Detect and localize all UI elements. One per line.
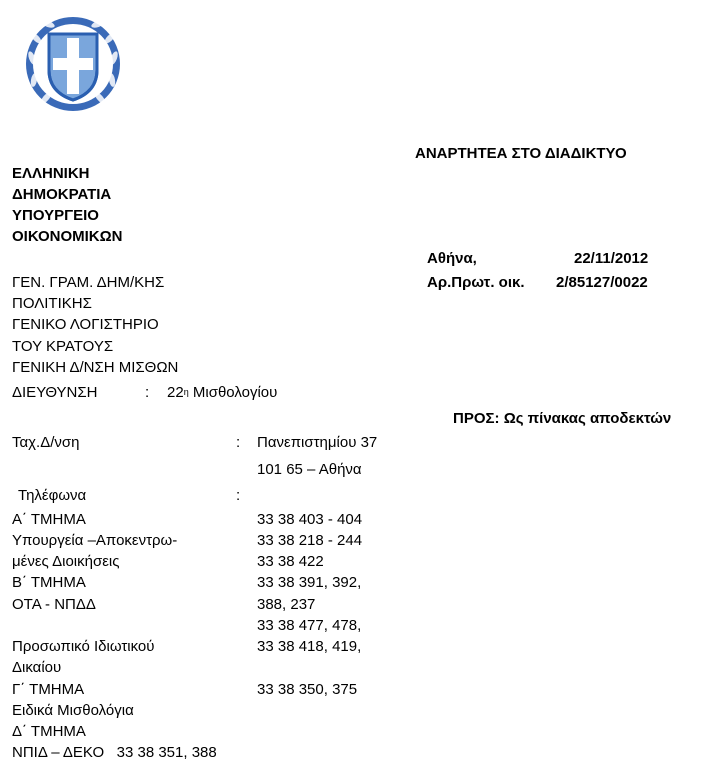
org-line-3: ΥΠΟΥΡΓΕΙΟ	[12, 207, 99, 224]
phone-row-left: Β΄ ΤΜΗΜΑ	[12, 574, 86, 591]
phone-row-right: 33 38 351, 388	[116, 744, 217, 761]
protocol-label: Αρ.Πρωτ. οικ.	[427, 274, 525, 291]
phone-row-left: Δ΄ ΤΜΗΜΑ	[12, 723, 86, 740]
phone-row-left: Ειδικά Μισθολόγια	[12, 702, 134, 719]
directorate-value	[167, 384, 277, 402]
sender-line-5: ΓΕΝΙΚΗ Δ/ΝΣΗ ΜΙΣΘΩΝ	[12, 359, 179, 376]
sender-line-4: ΤΟΥ ΚΡΑΤΟΥΣ	[12, 338, 114, 355]
phone-row-right: 33 38 422	[257, 553, 324, 570]
phone-row-right: 33 38 418, 419,	[257, 638, 362, 655]
phone-row-left: Α΄ ΤΜΗΜΑ	[12, 511, 86, 528]
phones-separator: :	[236, 487, 241, 504]
protocol-value: 2/85127/0022	[556, 274, 648, 291]
phone-row-right: 388, 237	[257, 596, 316, 613]
phone-row-right: 33 38 391, 392,	[257, 574, 362, 591]
sender-line-1: ΓΕΝ. ΓΡΑΜ. ΔΗΜ/ΚΗΣ	[12, 274, 165, 291]
directorate-name: Μισθολογίου	[192, 384, 278, 401]
directorate-separator: :	[145, 384, 150, 401]
address-line-1: Πανεπιστημίου 37	[257, 434, 378, 451]
address-separator: :	[236, 434, 241, 451]
phone-row-left: ΟΤΑ - ΝΠΔΔ	[12, 596, 96, 613]
address-label: Ταχ.Δ/νση	[12, 434, 80, 451]
sender-line-3: ΓΕΝΙΚΟ ΛΟΓΙΣΤΗΡΙΟ	[12, 316, 159, 333]
phone-row-right: 33 38 350, 375	[257, 681, 358, 698]
phone-row-left: Υπουργεία –Αποκεντρω-	[12, 532, 178, 549]
directorate-number: 22	[167, 384, 184, 401]
org-line-1: ΕΛΛΗΝΙΚΗ	[12, 165, 90, 182]
address-line-2: 101 65 – Αθήνα	[257, 461, 362, 478]
phone-row-right: 33 38 218 - 244	[257, 532, 363, 549]
org-line-2: ΔΗΜΟΚΡΑΤΙΑ	[12, 186, 112, 203]
phones-label: Τηλέφωνα	[18, 487, 87, 504]
date-value: 22/11/2012	[574, 250, 649, 267]
recipient-value: Ως πίνακας αποδεκτών	[503, 410, 672, 427]
directorate-label: ΔΙΕΥΘΥΝΣΗ	[12, 384, 98, 401]
sender-line-2: ΠΟΛΙΤΙΚΗΣ	[12, 295, 92, 312]
phone-row-left: Γ΄ ΤΜΗΜΑ	[12, 681, 85, 698]
org-line-4: ΟΙΚΟΝΟΜΙΚΩΝ	[12, 228, 123, 245]
phone-row-left: Δικαίου	[12, 659, 62, 676]
recipient-label: ΠΡΟΣ:	[453, 410, 500, 427]
directorate-ordinal: η	[183, 387, 189, 397]
phone-row-right: 33 38 477, 478,	[257, 617, 362, 634]
phone-row-left: ΝΠΙΔ – ΔΕΚΟ	[12, 744, 105, 761]
greek-coat-of-arms-emblem	[18, 8, 128, 118]
date-label: Αθήνα,	[427, 250, 477, 267]
phone-row-last	[12, 744, 217, 762]
shield	[49, 34, 97, 100]
recipient-block	[453, 410, 671, 428]
phone-row-left: μένες Διοικήσεις	[12, 553, 120, 570]
phone-row-right: 33 38 403 - 404	[257, 511, 363, 528]
publish-notice: ΑΝΑΡΤΗΤΕΑ ΣΤΟ ΔΙΑΔΙΚΤΥΟ	[415, 145, 627, 162]
phone-row-left: Προσωπικό Ιδιωτικού	[12, 638, 155, 655]
